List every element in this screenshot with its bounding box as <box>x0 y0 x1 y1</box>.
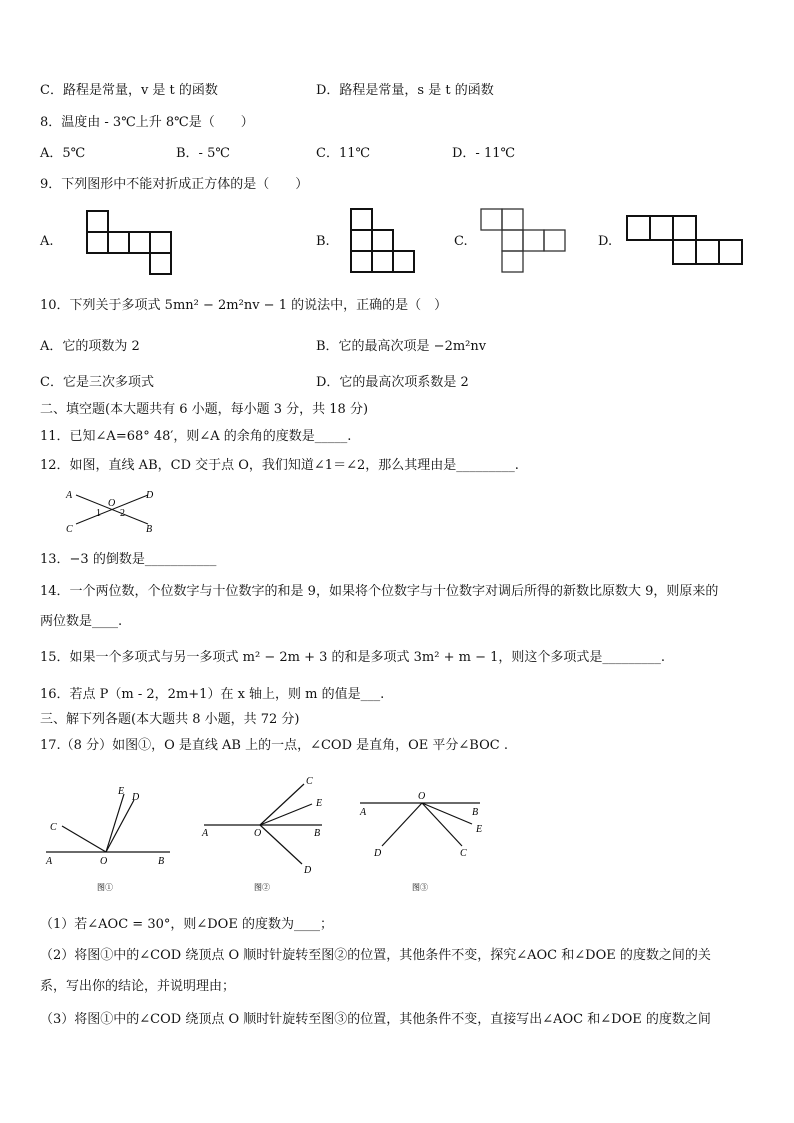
cube-net-d <box>626 215 746 271</box>
q8-option-b: B．- 5℃ <box>176 146 230 161</box>
q12-label-o: O <box>108 498 116 509</box>
q12-label-b: B <box>146 524 153 535</box>
fig3-label-a: A <box>360 807 367 818</box>
q8-option-a: A．5℃ <box>40 146 86 161</box>
cube-net-a <box>86 210 176 278</box>
q14-line-2: 两位数是____. <box>40 614 123 629</box>
q9-option-b: B. <box>316 234 330 249</box>
cube-net-b <box>350 208 420 276</box>
q17-part-2-line-1: （2）将图①中的∠COD 绕顶点 O 顺时针旋转至图②的位置，其他条件不变，探究∠AOC 和∠DOE 的度数之间的关 <box>40 948 711 963</box>
q8-stem: 8．温度由 - 3℃上升 8℃是（ ） <box>40 115 254 130</box>
fig2-label-b: B <box>314 828 321 839</box>
fig1-label-b: B <box>158 856 165 867</box>
q7-option-c: C．路程是常量，v 是 t 的函数 <box>40 83 218 98</box>
q12-label-a: A <box>66 490 73 501</box>
q12-label-1: 1 <box>96 508 101 519</box>
q9-option-c: C. <box>454 234 468 249</box>
fig2-label-e: E <box>316 798 323 809</box>
fig3-caption: 图③ <box>412 883 428 892</box>
fig1-label-o: O <box>100 856 108 867</box>
q14-line-1: 14．一个两位数，个位数字与十位数字的和是 9，如果将个位数字与十位数字对调后所得的新数比原数大 9，则原来的 <box>40 584 719 599</box>
fig3-label-c: C <box>460 848 467 859</box>
q9-option-a: A. <box>40 234 54 249</box>
q16: 16．若点 P（m - 2，2m+1）在 x 轴上，则 m 的值是___. <box>40 687 385 702</box>
q12-label-2: 2 <box>120 508 125 519</box>
fig2-caption: 图② <box>254 883 270 892</box>
fig2-label-d: D <box>304 865 312 876</box>
q12: 12．如图，直线 AB，CD 交于点 O，我们知道∠1＝∠2，那么其理由是_________. <box>40 458 519 473</box>
q17-part-3: （3）将图①中的∠COD 绕顶点 O 顺时针旋转至图③的位置，其他条件不变，直接写出∠AOC 和∠DOE 的度数之间 <box>40 1012 711 1027</box>
fig2-label-c: C <box>306 776 313 787</box>
q17-figure-3 <box>356 790 496 899</box>
q10-option-a: A．它的项数为 2 <box>40 339 140 354</box>
fig3-label-b: B <box>472 807 479 818</box>
q17-part-1: （1）若∠AOC = 30°，则∠DOE 的度数为____； <box>40 917 333 932</box>
q11: 11．已知∠A=68° 48′，则∠A 的余角的度数是_____. <box>40 429 352 444</box>
q15: 15．如果一个多项式与另一多项式 m² − 2m + 3 的和是多项式 3m² + m − 1，则这个多项式是_________. <box>40 650 666 665</box>
fig1-caption: 图① <box>97 883 113 892</box>
q17-part-2-line-2: 系，写出你的结论，并说明理由； <box>40 979 236 994</box>
q17-stem: 17.（8 分）如图①，O 是直线 AB 上的一点，∠COD 是直角，OE 平分∠BOC . <box>40 738 508 753</box>
q10-stem: 10．下列关于多项式 5mn² − 2m²nv − 1 的说法中，正确的是（ ） <box>40 298 448 313</box>
q10-option-d: D．它的最高次项系数是 2 <box>316 375 469 390</box>
q8-option-c: C．11℃ <box>316 146 371 161</box>
fig3-label-e: E <box>476 824 483 835</box>
q9-option-d: D. <box>598 234 613 249</box>
section-3-heading: 三、解下列各题(本大题共 8 小题，共 72 分) <box>40 712 300 727</box>
q8-option-d: D．- 11℃ <box>452 146 516 161</box>
q9-stem: 9．下列图形中不能对折成正方体的是（ ） <box>40 177 309 192</box>
q17-figure-1 <box>42 780 182 899</box>
fig1-label-c: C <box>50 822 57 833</box>
q7-option-d: D．路程是常量，s 是 t 的函数 <box>316 83 494 98</box>
fig2-label-o: O <box>254 828 262 839</box>
fig1-label-e: E <box>118 786 125 797</box>
q17-figure-2 <box>198 770 338 899</box>
q12-label-d: D <box>146 490 154 501</box>
fig3-label-o: O <box>418 791 426 802</box>
fig1-label-d: D <box>132 792 140 803</box>
q12-label-c: C <box>66 524 73 535</box>
fig3-label-d: D <box>374 848 382 859</box>
fig1-label-a: A <box>46 856 53 867</box>
section-2-heading: 二、填空题(本大题共有 6 小题，每小题 3 分，共 18 分) <box>40 402 369 417</box>
q10-option-b: B．它的最高次项是 −2m²nv <box>316 339 487 354</box>
q10-option-c: C．它是三次多项式 <box>40 375 154 390</box>
q12-figure <box>62 486 162 540</box>
q13: 13．−3 的倒数是___________ <box>40 552 217 567</box>
fig2-label-a: A <box>202 828 209 839</box>
cube-net-c <box>480 208 570 276</box>
